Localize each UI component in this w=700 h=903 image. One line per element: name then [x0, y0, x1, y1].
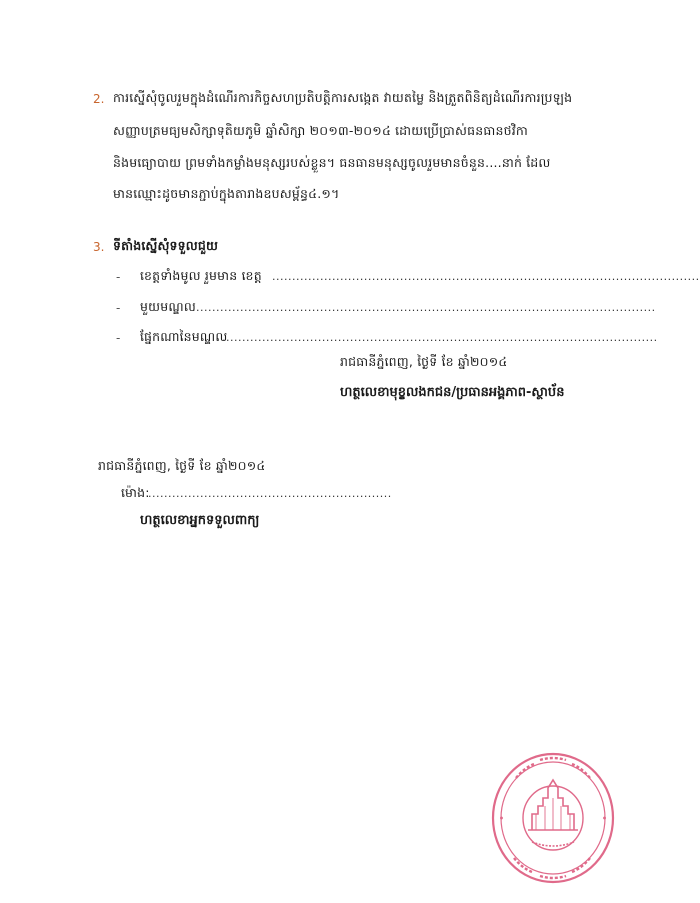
location-item-2-dash: -: [116, 301, 121, 315]
section-3-title: ទីតាំងស្នើសុំទទួលជួយ: [113, 238, 219, 253]
official-seal-stamp: [488, 748, 618, 888]
location-item-3-blank: .............................................................................................................: [222, 331, 658, 344]
location-item-3-label: ផ្នែកណានៃមណ្ឌល: [140, 329, 228, 344]
section-2-line-3: និងមធ្យោបាយ ព្រមទាំងកម្លាំងមនុស្សរបស់ខ្លួន។ ធនធានមនុស្សចូលរួមមានចំនួន....នាក់ ដែល: [113, 155, 551, 170]
signature-2-time-label: ម៉ោង:: [121, 485, 150, 500]
signature-2-title: ហត្ថលេខាអ្នកទទួលពាក្យ: [140, 513, 260, 528]
location-item-1-blank: ...........................................................................................................: [272, 270, 700, 283]
section-2-line-1: ការស្នើសុំចូលរួមក្នុងដំណើរការកិច្ចសហប្រតិបត្តិការសង្កេត វាយតម្លៃ និងត្រួតពិនិត្យដំណើរការប្រឡង: [113, 90, 573, 105]
location-item-2-blank: ....................................................................................................................: [192, 301, 656, 314]
signature-1-title: ហត្ថលេខាមុខ្ខលងកជន/ប្រធានអង្គភាព-ស្ថាប័ន: [340, 385, 565, 400]
signature-2-date-line: រាជធានីភ្នំពេញ, ថ្ងៃទី ខែ ឆ្នាំ២០១៤: [98, 458, 266, 473]
section-2-number: 2.: [93, 92, 105, 106]
location-item-1-label: ខេត្តទាំងមូល រួមមាន ខេត្ត: [140, 268, 262, 283]
section-2-line-4: មានឈ្មោះដូចមានភ្ជាប់ក្នុងតារាងឧបសម្ព័ន្ធ៤.១។: [113, 186, 340, 201]
location-item-3-dash: -: [116, 331, 121, 345]
location-item-1-dash: -: [116, 270, 121, 284]
location-item-2-label: មួយមណ្ឌល: [140, 299, 196, 314]
section-2-line-2: សញ្ញាបត្រមធ្យមសិក្សាទុតិយភូមិ ឆ្នាំសិក្សា ២០១៣-២០១៤ ដោយប្រើប្រាស់ធនធានថវិកា: [113, 123, 529, 138]
section-3-number: 3.: [93, 240, 105, 254]
signature-2-time-blank: .............................................................: [148, 487, 392, 500]
signature-1-date-line: រាជធានីភ្នំពេញ, ថ្ងៃទី ខែ ឆ្នាំ២០១៤: [340, 354, 508, 369]
